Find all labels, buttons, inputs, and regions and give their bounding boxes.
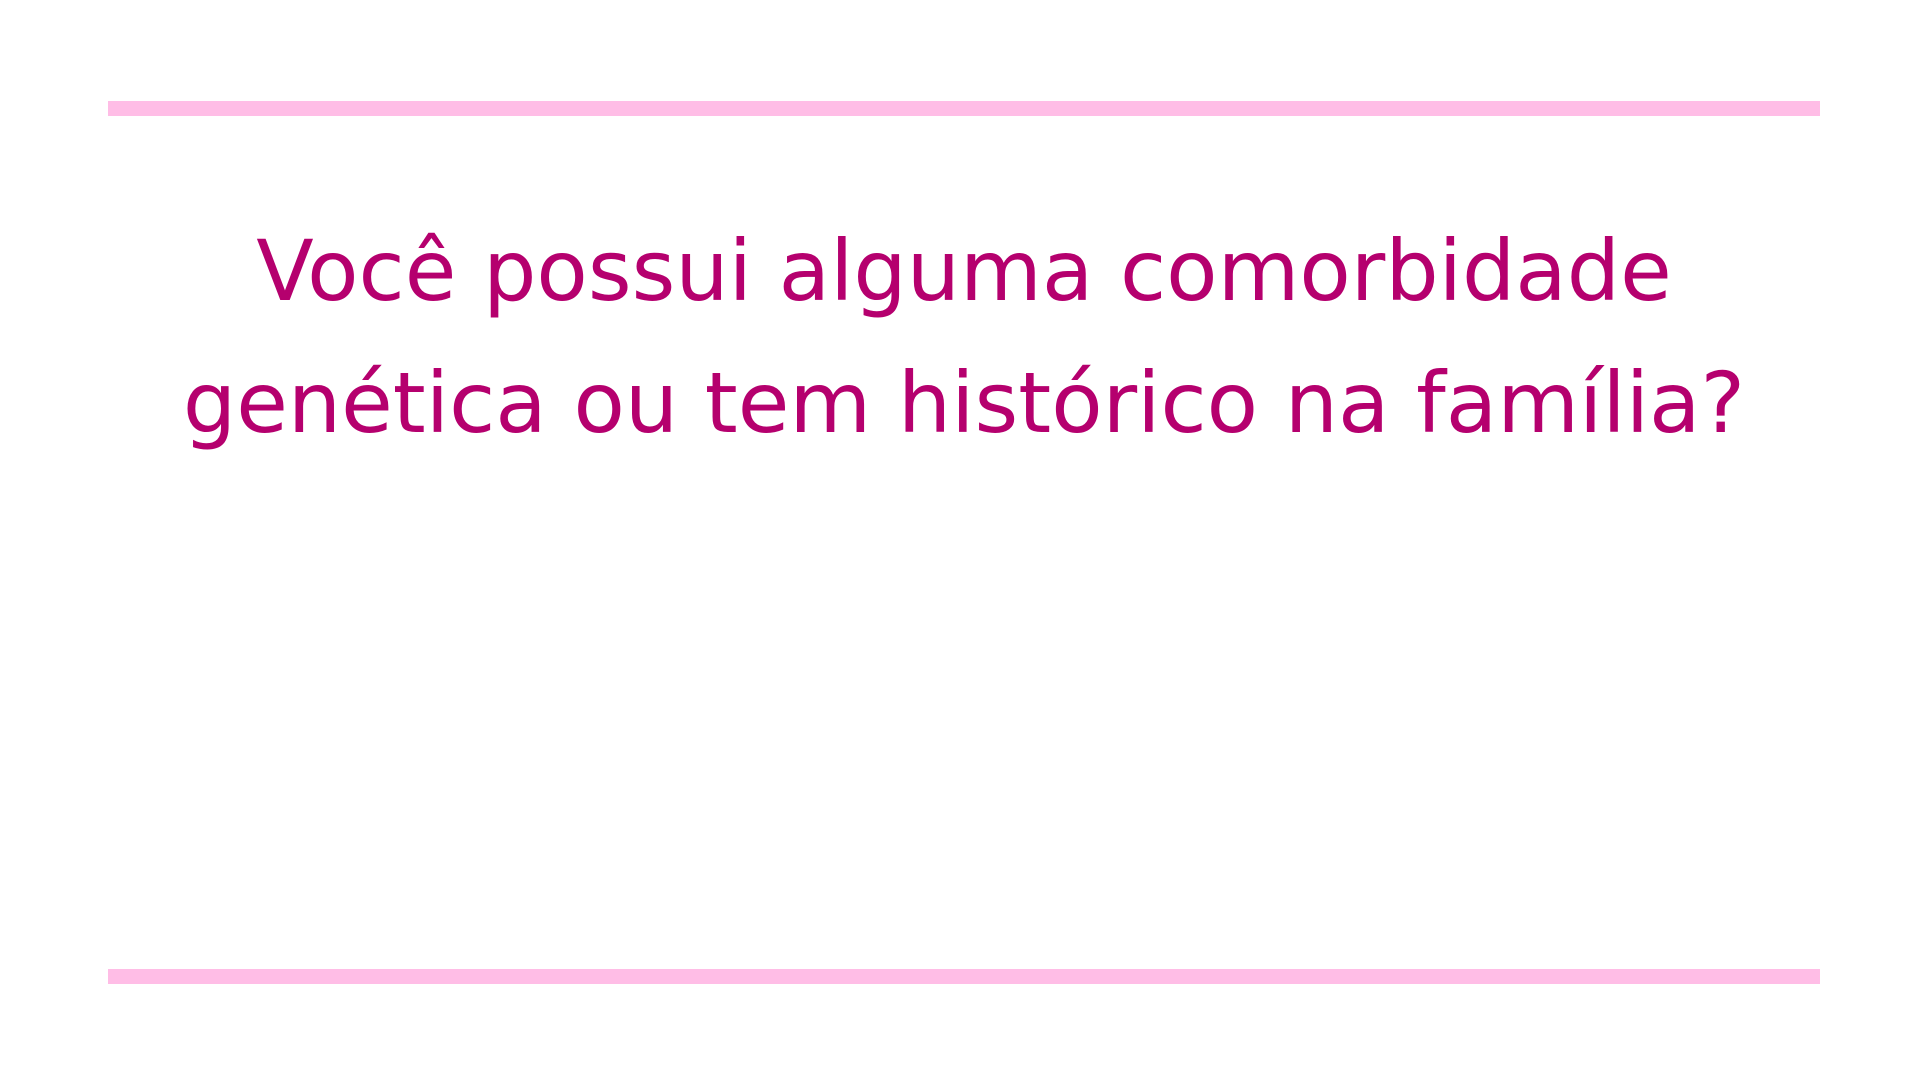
question-line-1: Você possui alguma comorbidade [256, 222, 1672, 320]
top-divider [108, 101, 1820, 116]
bottom-divider [108, 969, 1820, 984]
question-text [108, 205, 1820, 469]
question-line-2: genética ou tem histórico na família? [182, 354, 1746, 452]
